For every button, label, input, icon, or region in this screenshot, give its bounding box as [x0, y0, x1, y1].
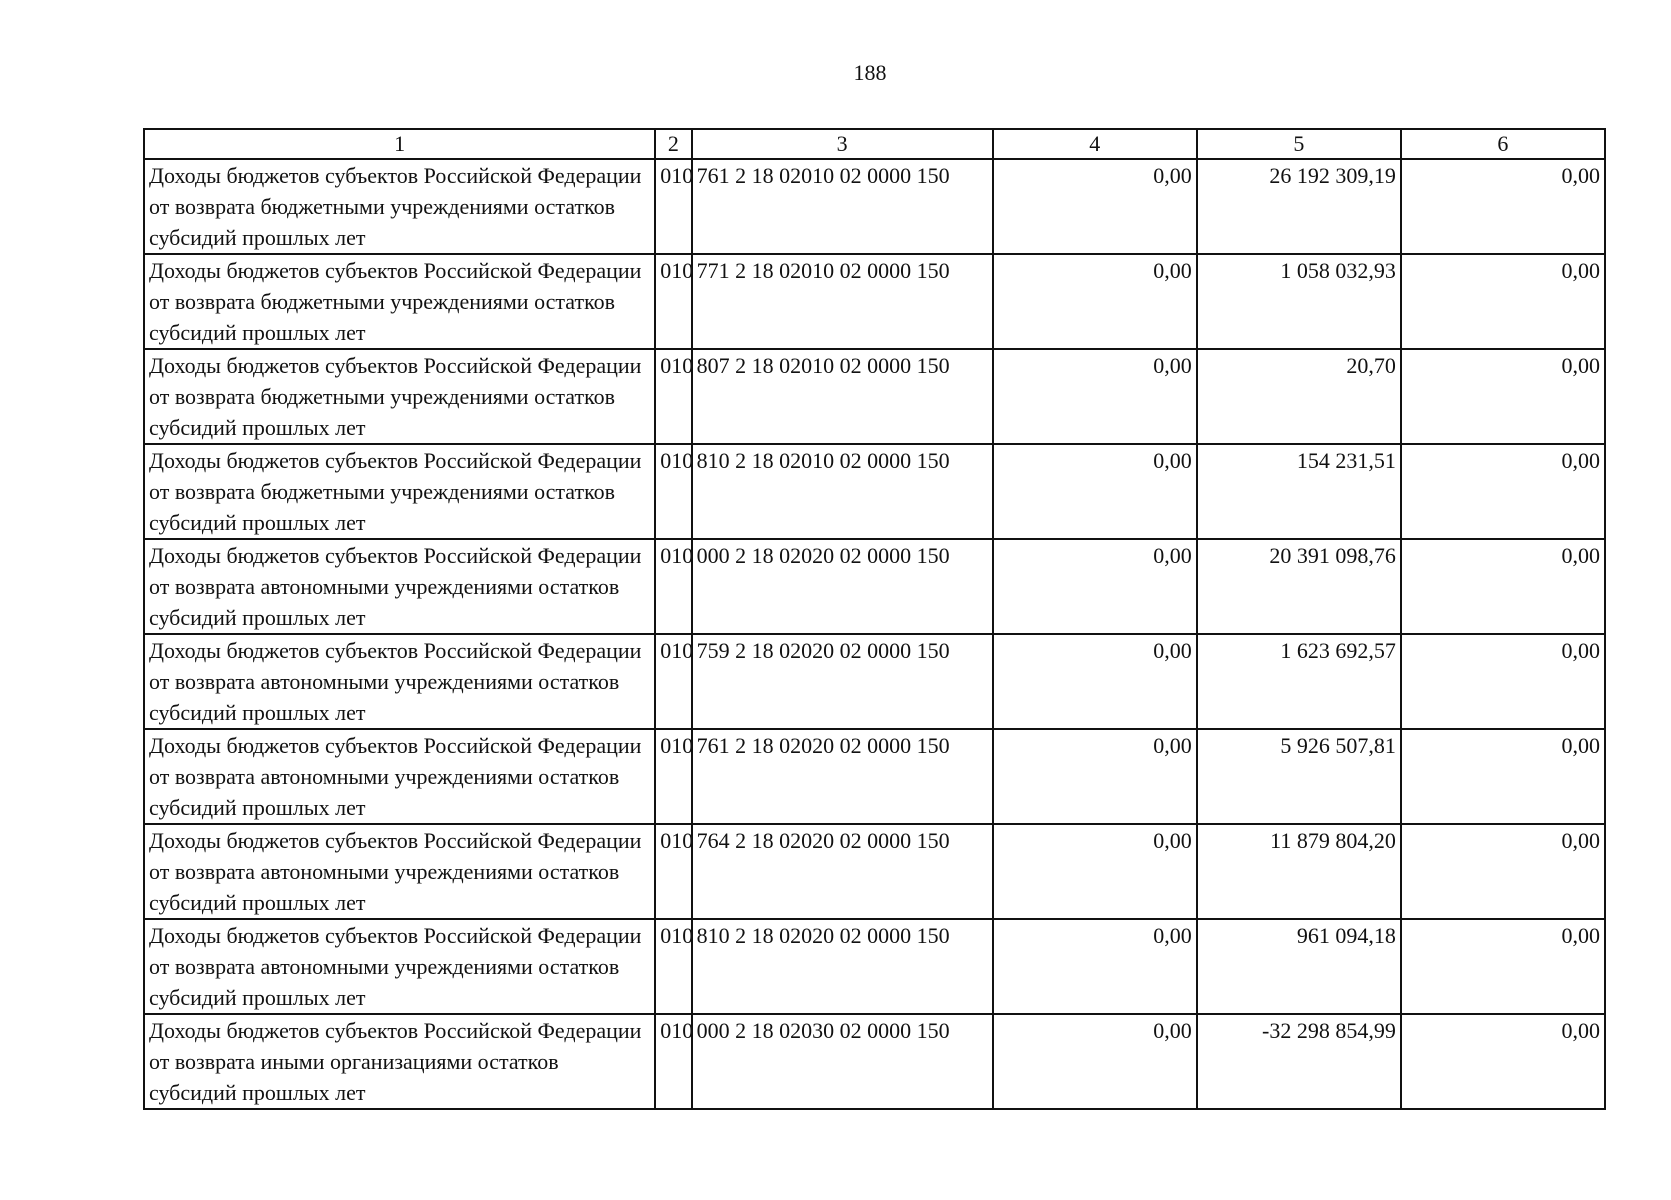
column-5-value: 5 926 507,81 [1197, 729, 1401, 824]
table-row [144, 1014, 1605, 1109]
revenue-table [143, 128, 1606, 1110]
income-name-cell: Доходы бюджетов субъектов Российской Федерации от возврата бюджетными учреждениями остатков субсидий прошлых лет [144, 159, 655, 254]
line-code-cell: 010 [655, 444, 691, 539]
income-name-cell: Доходы бюджетов субъектов Российской Федерации от возврата автономными учреждениями остатков субсидий прошлых лет [144, 539, 655, 634]
budget-code-cell: 000 2 18 02030 02 0000 150 [692, 1014, 993, 1109]
column-header: 6 [1401, 129, 1605, 159]
budget-code-cell: 807 2 18 02010 02 0000 150 [692, 349, 993, 444]
column-6-value: 0,00 [1401, 159, 1605, 254]
column-4-value: 0,00 [993, 1014, 1197, 1109]
column-5-value: 1 058 032,93 [1197, 254, 1401, 349]
column-header: 5 [1197, 129, 1401, 159]
table-row [144, 729, 1605, 824]
column-5-value: 20 391 098,76 [1197, 539, 1401, 634]
table-row [144, 254, 1605, 349]
budget-code-cell: 810 2 18 02020 02 0000 150 [692, 919, 993, 1014]
line-code-cell: 010 [655, 634, 691, 729]
line-code-cell: 010 [655, 159, 691, 254]
table-row [144, 824, 1605, 919]
line-code-cell: 010 [655, 349, 691, 444]
column-4-value: 0,00 [993, 919, 1197, 1014]
column-6-value: 0,00 [1401, 349, 1605, 444]
income-name-cell: Доходы бюджетов субъектов Российской Федерации от возврата автономными учреждениями остатков субсидий прошлых лет [144, 919, 655, 1014]
column-6-value: 0,00 [1401, 634, 1605, 729]
column-header: 2 [655, 129, 691, 159]
column-4-value: 0,00 [993, 349, 1197, 444]
column-header: 1 [144, 129, 655, 159]
line-code-cell: 010 [655, 539, 691, 634]
column-4-value: 0,00 [993, 444, 1197, 539]
column-6-value: 0,00 [1401, 444, 1605, 539]
income-name-cell: Доходы бюджетов субъектов Российской Федерации от возврата бюджетными учреждениями остатков субсидий прошлых лет [144, 444, 655, 539]
column-5-value: 20,70 [1197, 349, 1401, 444]
line-code-cell: 010 [655, 254, 691, 349]
column-5-value: 1 623 692,57 [1197, 634, 1401, 729]
budget-code-cell: 764 2 18 02020 02 0000 150 [692, 824, 993, 919]
budget-code-cell: 761 2 18 02010 02 0000 150 [692, 159, 993, 254]
income-name-cell: Доходы бюджетов субъектов Российской Федерации от возврата автономными учреждениями остатков субсидий прошлых лет [144, 824, 655, 919]
income-name-cell: Доходы бюджетов субъектов Российской Федерации от возврата иными организациями остатков субсидий прошлых лет [144, 1014, 655, 1109]
table-row [144, 349, 1605, 444]
income-name-cell: Доходы бюджетов субъектов Российской Федерации от возврата бюджетными учреждениями остатков субсидий прошлых лет [144, 349, 655, 444]
budget-code-cell: 761 2 18 02020 02 0000 150 [692, 729, 993, 824]
column-4-value: 0,00 [993, 254, 1197, 349]
column-6-value: 0,00 [1401, 919, 1605, 1014]
budget-code-cell: 000 2 18 02020 02 0000 150 [692, 539, 993, 634]
column-4-value: 0,00 [993, 824, 1197, 919]
table-row [144, 539, 1605, 634]
page-number: 188 [853, 60, 887, 85]
column-header: 4 [993, 129, 1197, 159]
budget-code-cell: 759 2 18 02020 02 0000 150 [692, 634, 993, 729]
column-4-value: 0,00 [993, 634, 1197, 729]
column-6-value: 0,00 [1401, 729, 1605, 824]
table-row [144, 444, 1605, 539]
budget-code-cell: 771 2 18 02010 02 0000 150 [692, 254, 993, 349]
table-row [144, 634, 1605, 729]
income-name-cell: Доходы бюджетов субъектов Российской Федерации от возврата автономными учреждениями остатков субсидий прошлых лет [144, 729, 655, 824]
column-5-value: 961 094,18 [1197, 919, 1401, 1014]
column-6-value: 0,00 [1401, 539, 1605, 634]
column-4-value: 0,00 [993, 159, 1197, 254]
column-5-value: 154 231,51 [1197, 444, 1401, 539]
table-row [144, 919, 1605, 1014]
line-code-cell: 010 [655, 824, 691, 919]
column-5-value: -32 298 854,99 [1197, 1014, 1401, 1109]
line-code-cell: 010 [655, 919, 691, 1014]
line-code-cell: 010 [655, 1014, 691, 1109]
column-header: 3 [692, 129, 993, 159]
line-code-cell: 010 [655, 729, 691, 824]
budget-code-cell: 810 2 18 02010 02 0000 150 [692, 444, 993, 539]
table-row [144, 159, 1605, 254]
column-4-value: 0,00 [993, 539, 1197, 634]
column-6-value: 0,00 [1401, 254, 1605, 349]
column-6-value: 0,00 [1401, 1014, 1605, 1109]
income-name-cell: Доходы бюджетов субъектов Российской Федерации от возврата автономными учреждениями остатков субсидий прошлых лет [144, 634, 655, 729]
column-5-value: 26 192 309,19 [1197, 159, 1401, 254]
income-name-cell: Доходы бюджетов субъектов Российской Федерации от возврата бюджетными учреждениями остатков субсидий прошлых лет [144, 254, 655, 349]
column-4-value: 0,00 [993, 729, 1197, 824]
table-header-row [144, 129, 1605, 159]
column-6-value: 0,00 [1401, 824, 1605, 919]
column-5-value: 11 879 804,20 [1197, 824, 1401, 919]
